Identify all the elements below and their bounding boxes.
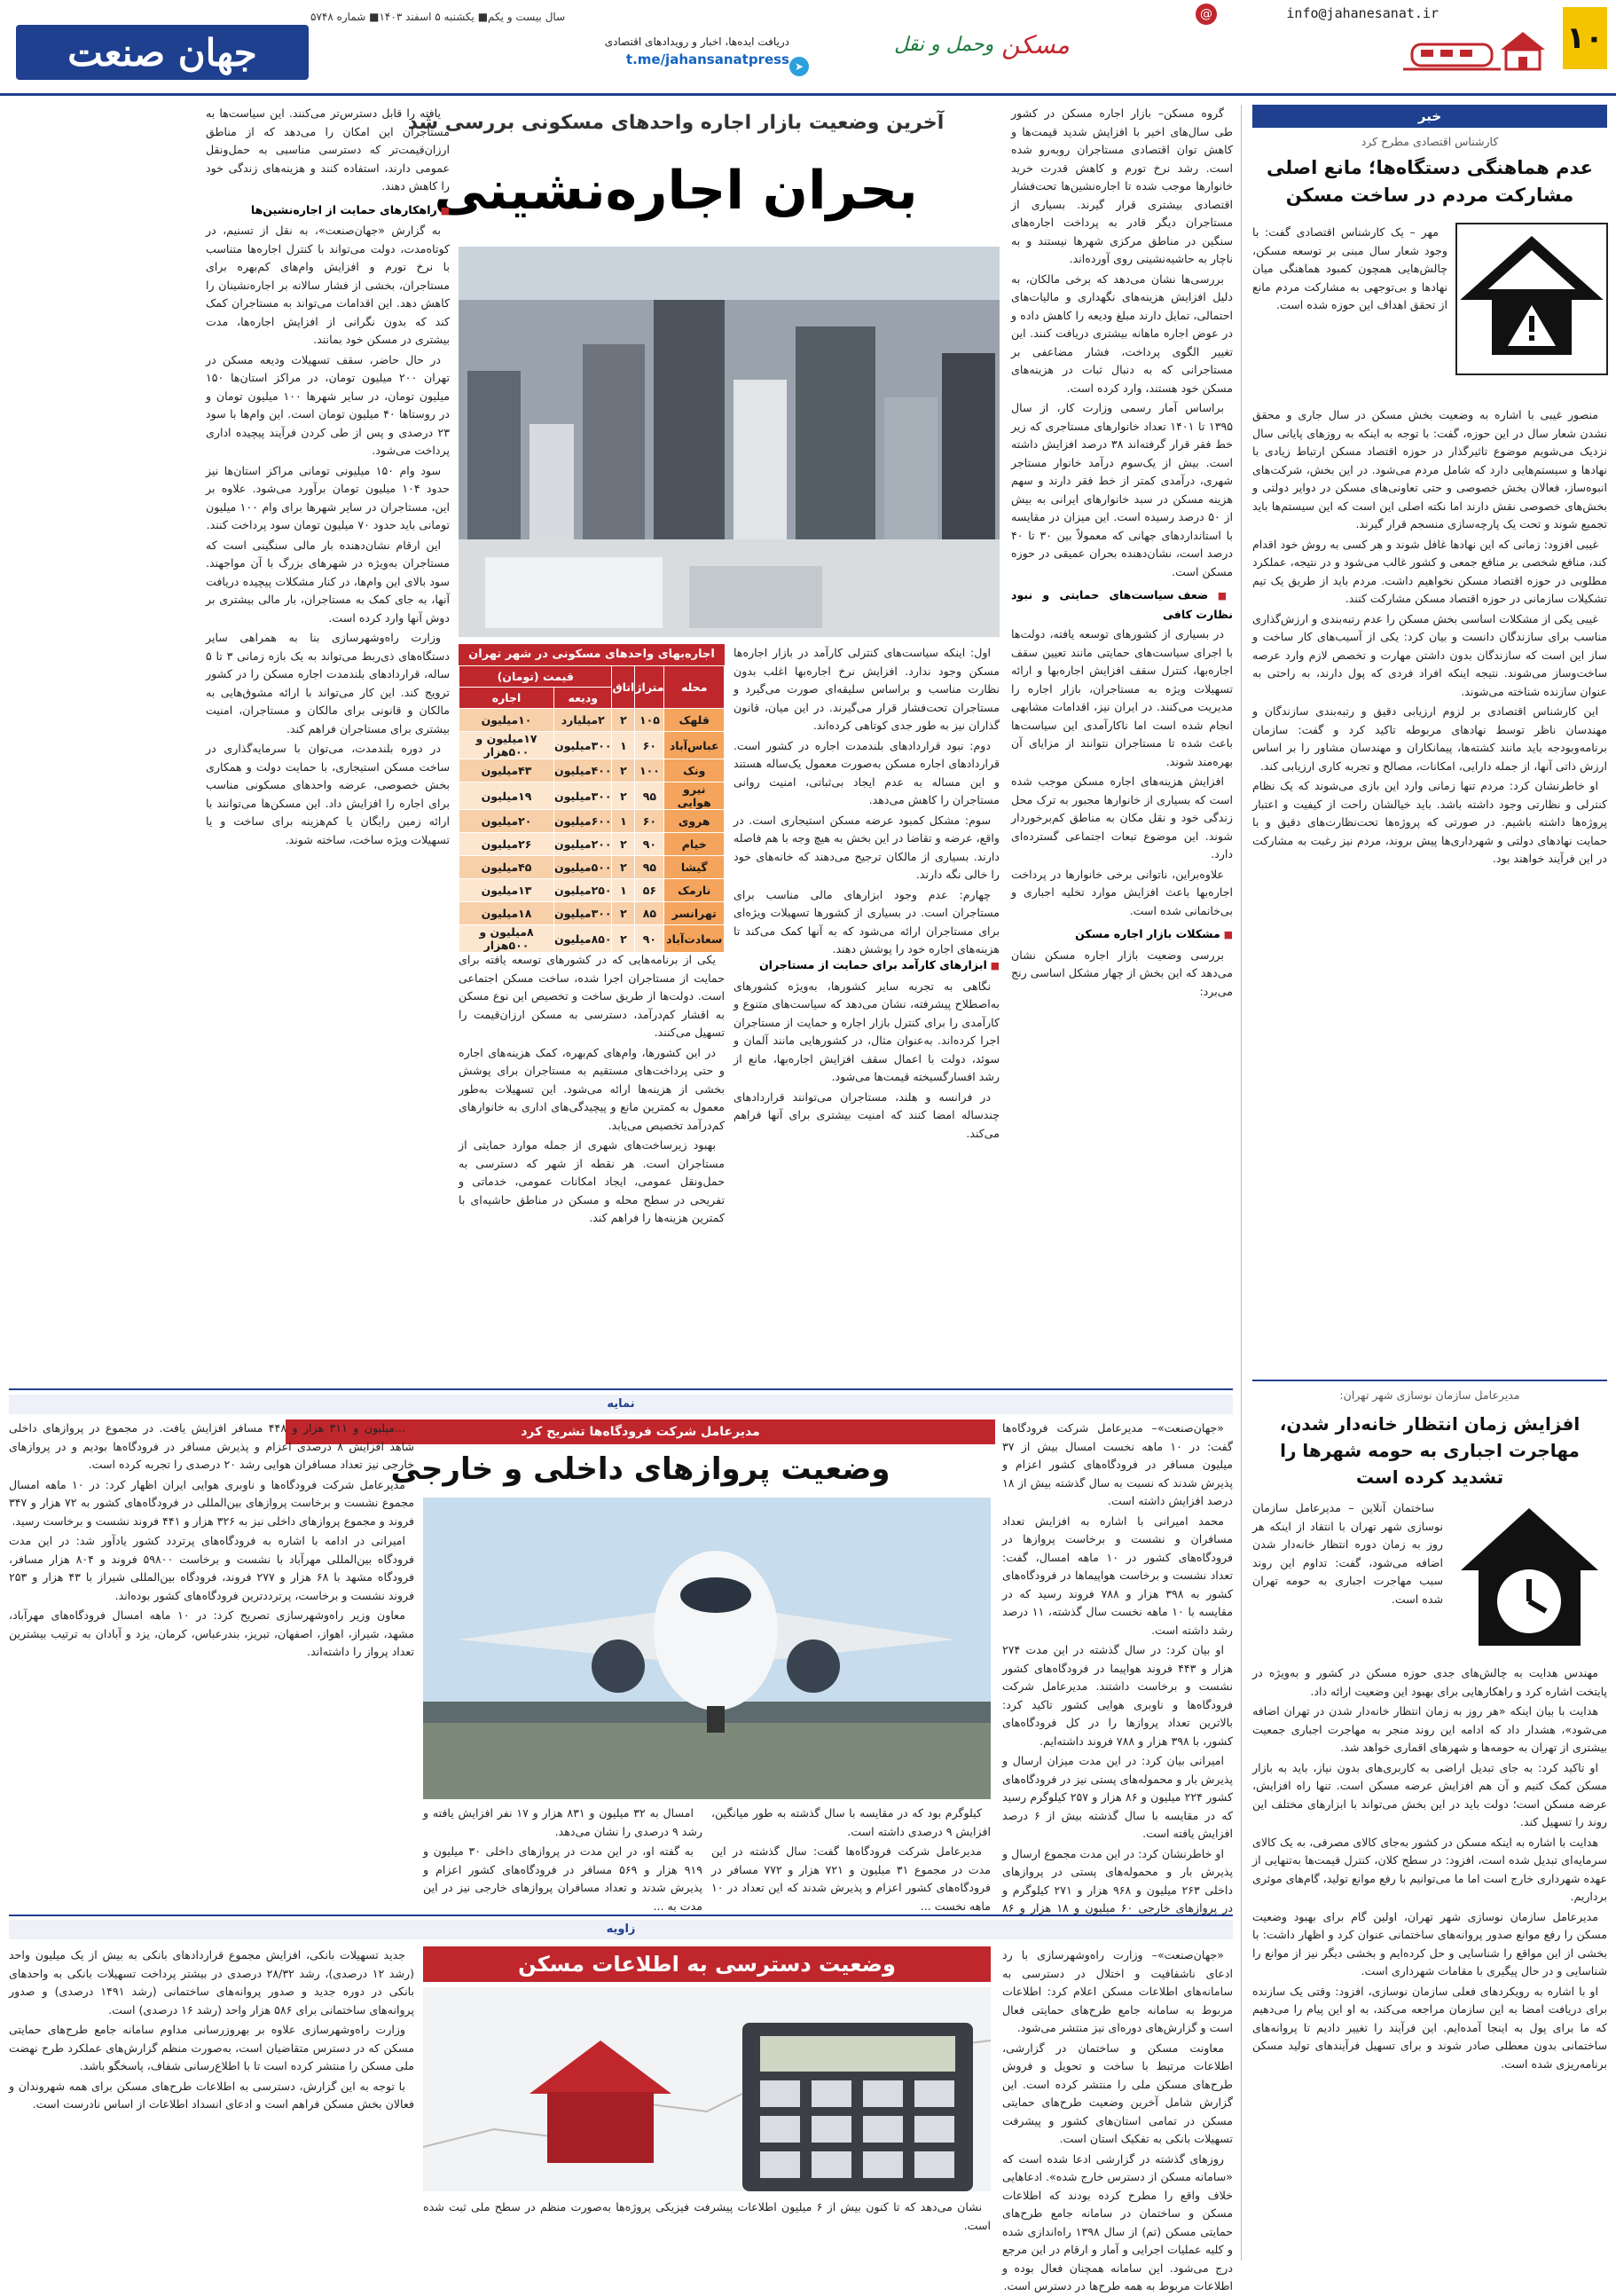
masthead: [0, 0, 1616, 96]
rent-cell-deposit: ۶۰۰میلیون: [554, 810, 612, 833]
lead-paragraph: در دوره بلندمدت، می‌توان با سرمایه‌گذاری در ساخت مسکن استیجاری، با حمایت دولت و همکاری بخش خصوصی، عرضه واحدهای مسکونی مناسب برای اجاره را افزایش داد. این مسکن‌ها می‌توانند با ارائه زمین رایگان یا کم‌هزینه برای ساخت و یا تسهیلات ویژه ساخت، ساخته شوند.: [206, 742, 450, 846]
house-clock-icon: [1452, 1499, 1607, 1655]
story2-paragraph: ساختمان آنلاین – مدیرعامل سازمان نوسازی شهر تهران با انتقاد از اینکه هر روز به زمان دوره انتظار خانه‌دار شدن اضافه می‌شود، گفت: تداوم این روند سبب مهاجرت اجباری به حومه تهران شده است.: [1252, 1501, 1443, 1606]
story1-paragraph: او خاطرنشان کرد: مردم تنها زمانی وارد این بازی می‌شوند که یک نظام کنترلی و نظارتی وجود داشته باشد. باید خیالشان راحت از کیفیت و اعتبار پروژه‌ها داشته باشیم. در صورتی که پروژه‌ها تحت‌نظارت‌های دقیق و با حمایت نهادهای دولتی و شهرداری‌ها پیش بروند، مردم نیز رغبت به مشارکت در این فرآیند خواهند بود.: [1252, 779, 1607, 865]
rent-table-row: [459, 810, 725, 833]
flights-col-mid2: [711, 1805, 991, 1913]
story1-kicker: کارشناس اقتصادی مطرح کرد: [1361, 135, 1499, 148]
lead-paragraph: سوم: مشکل کمبود عرضه مسکن استیجاری است. در واقع، عرضه و تقاضا در این بخش به هیچ وجه با هم فاصله دارند. بسیاری از مالکان ترجیح می‌دهند که خانه‌های خود را خالی نگه دارند.: [733, 813, 1000, 881]
rent-cell-area: عباس‌آباد: [664, 732, 725, 759]
section-title-a: مسکن: [1001, 29, 1070, 59]
lead-col2: [733, 644, 1000, 955]
rent-cell-rooms: ۲: [612, 902, 635, 925]
rent-table-row: [459, 902, 725, 925]
rent-cell-rooms: ۱: [612, 879, 635, 902]
col-header-price: قیمت (تومان): [459, 666, 612, 688]
rent-cell-deposit: ۵۰۰میلیون: [554, 856, 612, 879]
telegram-link[interactable]: t.me/jahansanatpress: [625, 51, 789, 67]
lead-col1: [1011, 105, 1233, 1160]
lead-kicker: آخرین وضعیت بازار اجاره واحدهای مسکونی بررسی شد: [407, 112, 945, 134]
flights-paragraph: مدیرعامل شرکت فرودگاه‌ها و ناوبری هوایی ایران اظهار کرد: در ۱۰ ماهه امسال مجموع نشست و برخاست پروازهای بین‌المللی در فرودگاه‌های کشور به ۷۲ هزار و ۳۴۷ فروند و مجموع پروازهای داخلی نیز به ۳۲۶ هزار و ۴۴۱ فروند نشست و برخاست رسید.: [9, 1477, 414, 1528]
lead-paragraph: در فرانسه و هلند، مستاجران می‌توانند قراردادهای چندساله امضا کنند که امنیت بیشتری برای آنها فراهم می‌کند.: [733, 1089, 1000, 1140]
lead-col4: [206, 105, 450, 1378]
rent-cell-size: ۸۵: [635, 902, 664, 925]
rent-table-body: [459, 709, 725, 953]
rent-cell-rooms: ۱: [612, 810, 635, 833]
col-header-rent: اجاره: [459, 688, 554, 709]
rent-cell-size: ۹۵: [635, 782, 664, 810]
lead-paragraph: بررسی‌ها نشان می‌دهد که برخی مالکان، به دلیل افزایش هزینه‌های نگهداری و مالیات‌های احتمالی، تمایل دارند مبلغ ودیعه را کاهش داده و در عوض اجاره ماهانه بیشتری دریافت کنند. این تغییر الگوی پرداخت، فشار مضاعفی بر مستاجرانی که به دنبال ثبات در هزینه‌های مسکن خود هستند، وارد کرده است.: [1011, 271, 1233, 395]
story2-paragraph: او با اشاره به رویکردهای فعلی سازمان نوسازی، افزود: وقتی یک سازنده برای دریافت امضا به این سازمان مراجعه می‌کند، به او این پیام را می‌دهیم که ما برای پول به اینجا آمده‌ایم. این فرآیند را تغییر دادیم تا پروانه‌های ساختمانی بدون معطلی صادر شوند و برای تسهیل فرآیندهای تولید مسکن برنامه‌ریزی شده است.: [1252, 1984, 1607, 2071]
rent-cell-size: ۱۰۵: [635, 709, 664, 732]
flights-col-mid: [423, 1805, 702, 1913]
flights-paragraph: محمد امیرانی با اشاره به افزایش تعداد مسافران و نشست و برخاست پروازها در فرودگاه‌های کشور در ۱۰ ماهه امسال، گفت: تعداد نشست و برخاست هواپیماها در فرودگاه‌های کشور به ۳۹۸ هزار و ۷۸۸ فروند رسید که در مقایسه با ۱۰ ماهه نخست سال گذشته، ۱۱ درصد رشد داشته است.: [1002, 1514, 1234, 1637]
email-icon: @: [1196, 4, 1217, 25]
lead-subheading: ■ مشکلات بازار اجاره مسکن: [1011, 925, 1233, 945]
lead-paragraph: در حال حاضر، سقف تسهیلات ودیعه مسکن در تهران ۲۰۰ میلیون تومان، در مراکز استان‌ها ۱۵۰ میلیون تومان، در سایر شهرها ۱۰۰ میلیون تومان و در روستاها ۴۰ میلیون تومان است. این وام‌ها با سود ۲۳ درصدی و پس از طی کردن فرآیند پیچیده اداری پرداخت می‌شود.: [206, 352, 450, 457]
lead-paragraph: یافته را قابل دسترس‌تر می‌کنند. این سیاست‌ها به مستاجران این امکان را می‌دهد که از مناطق ارزان‌قیمت‌تر که دسترسی مناسبی به حمل‌ونقل عمومی دارند، استفاده کنند و هزینه‌های زندگی خود را کاهش دهند.: [206, 106, 450, 193]
housing-col-mid: [423, 2198, 991, 2262]
story1-paragraph: غیبی افزود: زمانی که این نهادها غافل شوند و هر کسی به روش خود اقدام کند، منافع شخصی بر منافع جمعی و کشور غالب می‌شود و در نتیجه، عملکرد مطلوبی در حوزه اقتصاد مسکن نخواهیم داشت. مردم باید از طریق یک تیم تشکیلات سازمانی در حوزه اقتصاد مسکن مشارکت کنند.: [1252, 537, 1607, 605]
housing-paragraph: جدید تسهیلات بانکی، افزایش مجموع قراردادهای بانکی به بیش از یک میلیون واحد (رشد ۱۲ درصدی)، رشد ۲۸/۳۲ درصدی در بیشتر پرداخت تسهیلات بانکی به واحدهای بانکی در دوره جدید و صدور پروانه‌های ساختمانی (رشد ۱۴۹۱ درصدی) و صدور پروانه‌های ساختمانی برای ۵۸۶ هزار واحد (رشد ۱۶ درصدی) است.: [9, 1948, 415, 2017]
telegram-promo: [568, 35, 789, 67]
story2-headline: افزایش زمان انتظار خانه‌دار شدن، مهاجرت اجباری به حومه شهرها را تشدید کرده است: [1279, 1413, 1581, 1488]
lead-paragraph: بررسی وضعیت بازار اجاره مسکن نشان می‌دهد که این بخش از چهار مشکل اساسی رنج می‌برد:: [1011, 947, 1233, 998]
rent-cell-deposit: ۲۰۰میلیون: [554, 833, 612, 856]
airplane-photo: [423, 1498, 991, 1799]
lead-headline: بحران اجاره‌نشینی: [434, 160, 918, 222]
housing-paragraph: معاونت مسکن و ساختمان در گزارشی، اطلاعات مرتبط با ساخت و تحویل و فروش طرح‌های مسکن ملی را منتشر کرده است. این گزارش شامل آخرین وضعیت طرح‌های حمایتی مسکن در تمامی استان‌های کشور و پیشرفت تسهیلات بانکی به تفکیک استان است.: [1002, 2040, 1233, 2145]
col-header-deposit: ودیعه: [554, 688, 612, 709]
story2-body: [1252, 1664, 1607, 2259]
lead-paragraph: در بسیاری از کشورهای توسعه یافته، دولت‌ها با اجرای سیاست‌های حمایتی مانند تعیین سقف اجاره‌بها، کنترل سقف افزایش اجاره‌بها و ارائه تسهیلات ویژه به مستاجران، بازار اجاره را مدیریت می‌کنند. در ایران نیز، اقدامات مشابهی انجام شده است اما ناکارآمدی این سیاست‌ها باعث شده تا مستاجران نتوانند از مزایای آن بهره‌مند شوند.: [1011, 627, 1233, 768]
rent-cell-rooms: ۱: [612, 732, 635, 759]
rent-cell-area: ونک: [664, 759, 725, 782]
lead-paragraph: بهبود زیرساخت‌های شهری از جمله موارد حمایتی از مستاجران است. هر نقطه از شهر که دسترسی به حمل‌ونقل عمومی، ایجاد امکانات عمومی، خدماتی و تفریحی در سطح محله و مسکن در مناطق حاشیه‌ای با کمترین هزینه‌ها را فراهم کند.: [459, 1138, 725, 1224]
housing-paragraph: وزارت راه‌وشهرسازی علاوه بر بهروزرسانی مداوم سامانه جامع طرح‌های حمایتی مسکن که در دسترس متقاضیان است، به‌صورت منظم گزارش‌های عملکرد طرح نهضت ملی مسکن را منتشر کرده است تا با اطلاع‌رسانی شفاف، پاسخگو باشد.: [9, 2023, 414, 2072]
lead-subheading: ■ راهکارهای حمایت از اجاره‌نشین‌ها: [206, 201, 450, 221]
lead-subheading: ■ ابزارهای کارآمد برای حمایت از مستاجران: [733, 956, 1000, 976]
story2-paragraph: هدایت با اشاره به اینکه مسکن در کشور به‌جای کالای مصرفی، به یک کالای سرمایه‌ای تبدیل شده است، افزود: در سطح کلان، کنترل قیمت‌ها به‌تنهایی از عهده شهرداری خارج است اما ما می‌توانیم با رفع موانع تولید، گام‌های موثری برداریم.: [1252, 1835, 1607, 1903]
story2-paragraph: مهندس هدایت به چالش‌های جدی حوزه مسکن در کشور و به‌ویژه در پایتخت اشاره کرد و راهکارهایی برای بهبود این وضعیت ارائه داد.: [1252, 1666, 1607, 1698]
rent-cell-area: سعادت‌آباد: [664, 925, 725, 953]
flights-kicker: مدیرعامل شرکت فرودگاه‌ها تشریح کرد: [286, 1419, 995, 1444]
rent-table-caption: اجاره‌بهای واحدهای مسکونی در شهر تهران: [459, 644, 725, 665]
rent-cell-rooms: ۲: [612, 709, 635, 732]
rent-cell-deposit: ۳۰۰میلیون: [554, 732, 612, 759]
rent-cell-rooms: ۲: [612, 833, 635, 856]
lead-paragraph: سود وام ۱۵۰ میلیونی تومانی مراکز استان‌ها نیز حدود ۱۰۴ میلیون تومان برآورد می‌شود. علاوه بر این، مستاجران در سایر شهرها برای وام ۱۰۰ میلیون تومانی باید حدود ۷۰ میلیون تومان سود پرداخت کنند.: [206, 463, 450, 531]
divider: [1252, 1380, 1607, 1381]
tehran-skyline-photo: [459, 247, 1000, 637]
rent-cell-rent: ۱۹میلیون: [459, 782, 554, 810]
rent-table-row: [459, 759, 725, 782]
section-title-b: وحمل و نقل: [894, 33, 994, 56]
flights-paragraph: «جهان‌صنعت»– مدیرعامل شرکت فرودگاه‌ها گفت: در ۱۰ ماهه نخست امسال بیش از ۳۷ میلیون مسافر در فرودگاه‌های کشور اعزام و پذیرش شدند که نسبت به سال گذشته بیش از ۱۸ درصد افزایش داشته است.: [1002, 1421, 1233, 1507]
rent-cell-deposit: ۳۰۰میلیون: [554, 902, 612, 925]
rent-cell-area: نارمک: [664, 879, 725, 902]
rent-table-row: [459, 709, 725, 732]
story2-kicker: مدیرعامل سازمان نوسازی شهر تهران:: [1339, 1388, 1520, 1402]
telegram-icon: ➤: [789, 57, 809, 76]
housing-tag: زاویه: [9, 1920, 1233, 1939]
divider: [9, 1388, 1233, 1390]
rent-cell-rent: ۱۸میلیون: [459, 902, 554, 925]
lead-paragraph: دوم: نبود قراردادهای بلندمدت اجاره در کشور است. قراردادهای اجاره مسکن به‌صورت معمول یک‌ساله هستند و این مساله به عدم ایجاد بی‌ثباتی، امنیت روانی مستاجران را کاهش می‌دهد.: [733, 738, 1000, 806]
flights-paragraph: او خاطرنشان کرد: در این مدت مجموع ارسال و پذیرش بار و محموله‌های پستی در پروازهای داخلی ۲۶۳ میلیون و ۹۶۸ هزار و ۲۷۱ کیلوگرم و در پروازهای خارجی ۶۰ میلیون و ۱۸ هزار و ۸۶: [1002, 1846, 1233, 1915]
lead-paragraph: اول: اینکه سیاست‌های کنترلی کارآمد در بازار اجاره‌ها مسکن وجود ندارد. افزایش نرخ اجاره‌بها اغلب بدون نظارت مناسب و براساس سلیقه‌ای صورت می‌گیرد و مستاجران تحت‌فشار قرار می‌گیرند. در این میان، قانون گذاران نیز به طور جدی کوتاهی کرده‌اند.: [733, 646, 1000, 732]
rent-cell-rooms: ۲: [612, 782, 635, 810]
col-header-area: محله: [664, 666, 725, 709]
divider: [9, 1915, 1233, 1916]
section-logo: [880, 18, 1084, 71]
rent-cell-rooms: ۲: [612, 856, 635, 879]
story1-paragraph: این کارشناس اقتصادی بر لزوم ارزیابی دقیق و رتبه‌بندی سازندگان و مهندسان ناظر توسط نهادهای مربوطه تاکید کرد و گفت: سازمان برنامه‌وبودجه باید مانند کشته‌ها، پیمانکاران و مهندسان مشاور را بر اساس ارزش ذاتی آنها، از جمله دارایی، امکانات، مصالح و تجربه کاری ارزیابی کند.: [1252, 704, 1607, 773]
newspaper-logo: جهان صنعت: [16, 25, 309, 80]
lead-paragraph: نگاهی به تجربه سایر کشورها، به‌ویژه کشورهای به‌اصطلاح پیشرفته، نشان می‌دهد که سیاست‌های متنوع و کارآمدی را برای کنترل بازار اجاره و حمایت از مستاجران اجرا کرده‌اند. به‌عنوان مثال، در کشورهایی مانند آلمان و سوئد، دولت با اعمال سقف افزایش اجاره‌بها، مانع از رشد افسارگسیخته قیمت‌ها می‌شود.: [733, 979, 1000, 1083]
rent-cell-size: ۶۰: [635, 810, 664, 833]
col-header-size: متراژ: [635, 666, 664, 709]
rent-cell-deposit: ۲میلیارد: [554, 709, 612, 732]
housing-headline: وضعیت دسترسی به اطلاعات مسکن: [423, 1946, 991, 1982]
lead-paragraph: در این کشورها، وام‌های کم‌بهره، کمک هزینه‌های اجاره و حتی پرداخت‌های مستقیم به مستاجران برای پوشش بخشی از هزینه‌ها ارائه می‌شود. این تسهیلات به‌طور معمول به کمترین مانع و پیچیدگی‌های اداری به خانوارهای کم‌درآمد تخصیص می‌یابد.: [459, 1045, 725, 1132]
rent-cell-rent: ۲۰میلیون: [459, 810, 554, 833]
page-number: ۱۰: [1563, 7, 1607, 69]
lead-paragraph: این ارقام نشان‌دهنده بار مالی سنگینی است که مستاجران به‌ویژه در شهرهای بزرگ با آن مواجهند. سود بالای این وام‌ها، در کنار مشکلات پیچیده دریافت آنها، به جای کمک به مستاجران، بار مالی بیشتری بر دوش آنها وارد کرده است.: [206, 538, 450, 625]
rent-cell-area: تهرانسر: [664, 902, 725, 925]
lead-paragraph: براساس آمار رسمی وزارت کار، از سال ۱۳۹۵ تا ۱۴۰۱ تعداد خانوارهای مستاجری که زیر خط فقر قرار گرفته‌اند ۳۸ درصد افزایش داشته است. بیش از یک‌سوم درآمد خانوار مستاجر شهری، درآمدی کمتر از خط فقر دارند و سهم هزینه مسکن در سبد خانوارهای ایرانی به بیش از ۵۰ درصد رسیده است. این میزان در مقایسه با استانداردهای جهانی که معمولاً بین ۳۰ تا ۴۰ درصد است، نشان‌دهنده بحران عمیقی در حوزه مسکن است.: [1011, 401, 1233, 578]
rent-table-row: [459, 879, 725, 902]
rent-table-row: [459, 925, 725, 953]
rent-cell-rent: ۱۳میلیون: [459, 879, 554, 902]
rent-cell-size: ۹۵: [635, 856, 664, 879]
story1-intro: [1252, 224, 1447, 401]
rent-cell-rooms: ۲: [612, 925, 635, 953]
rent-table-row: [459, 856, 725, 879]
flights-paragraph: ...میلیون و ۳۱۱ هزار و ۴۴۸ مسافر افزایش یافت. در مجموع در پروازهای داخلی شاهد افزایش ۸ درصدی اعزام و پذیرش مسافر در فرودگاه‌ها بودیم و در پروازهای خارجی نیز تعداد مسافران هوایی رشد ۲۰ درصدی را تجربه کرده است.: [9, 1421, 414, 1471]
flights-paragraph: کیلوگرم بود که در مقایسه با سال گذشته به طور میانگین، افزایش ۹ درصدی داشته است.: [711, 1806, 991, 1838]
issue-info: سال بیست و یکم■ یکشنبه ۵ اسفند ۱۴۰۳■ شماره ۵۷۴۸: [310, 11, 566, 23]
rent-table-block: [459, 644, 725, 952]
story2-paragraph: مدیرعامل سازمان نوسازی شهر تهران، اولین گام برای بهبود وضعیت مسکن را رفع موانع صدور پروانه‌های ساختمانی عنوان کرد و اظهار داشت: با بخشی از این مواقع را شناسایی و حل کرده‌ایم و بخشی دیگر نیز از موانع را شناسایی و در حال پیگیری با مقامات شهرداری است.: [1252, 1909, 1607, 1978]
rent-table: [459, 665, 725, 953]
rent-cell-rent: ۸میلیون و ۵۰۰هزار: [459, 925, 554, 953]
lead-paragraph: وزارت راه‌وشهرسازی بنا به همراهی سایر دستگاه‌های ذی‌ربط می‌تواند به یک بازه زمانی ۳ تا ۵ ساله، قراردادهای بلندمدت اجاره مسکن را در کشور ترویج کند. این کار می‌تواند با ارائه مشوق‌هایی به مالکان و قانونی برای مالکان و مستاجران، امنیت بیشتری برای مستاجران فراهم کند.: [206, 631, 450, 735]
rent-table-row: [459, 833, 725, 856]
rent-cell-size: ۹۰: [635, 833, 664, 856]
rent-cell-area: هروی: [664, 810, 725, 833]
story2-paragraph: او تاکید کرد: به جای تبدیل اراضی به کاربری‌های بدون نیاز، باید به بازار مسکن کمک کنیم و آن هم افزایش عرضه مسکن است. تنها راه افزایش، عرضه مسکن است؛ دولت باید در این بخش می‌تواند با ابزارهای مختلف این روند را تسهیل کند.: [1252, 1760, 1607, 1828]
rent-cell-deposit: ۲۵۰میلیون: [554, 879, 612, 902]
rent-cell-deposit: ۴۰۰میلیون: [554, 759, 612, 782]
rent-cell-size: ۶۰: [635, 732, 664, 759]
story2-intro: [1252, 1499, 1443, 1659]
rent-cell-deposit: ۸۵۰میلیون: [554, 925, 612, 953]
rent-table-row: [459, 782, 725, 810]
rent-cell-rent: ۲۶میلیون: [459, 833, 554, 856]
rent-cell-rent: ۴۵میلیون: [459, 856, 554, 879]
rent-cell-area: قلهک: [664, 709, 725, 732]
story2-paragraph: هدایت با بیان اینکه «هر روز به زمان انتظار خانه‌دار شدن در تهران اضافه می‌شود»، هشدار داد که ادامه این روند منجر به مهاجرت اجباری جمعیت بیشتری از تهران به حومه‌ها و شهرهای اقماری خواهد شد.: [1252, 1704, 1607, 1754]
lead-paragraph: افزایش هزینه‌های اجاره مسکن موجب شده است که بسیاری از خانوارها مجبور به ترک محل زندگی خود و نقل مکان به مناطق کم‌برخوردار شوند. این موضوع تبعات اجتماعی گسترده‌ای دارد.: [1011, 775, 1233, 861]
house-train-icon: [1332, 23, 1545, 73]
rent-cell-size: ۹۰: [635, 925, 664, 953]
lead-paragraph: چهارم: عدم وجود ابزارهای مالی مناسب برای مستاجران است. در بسیاری از کشورها تسهیلات ویژه‌ای برای مستاجران ارائه می‌شود که به آنها کمک می‌کند تا هزینه‌های اجاره خود را پوشش دهند.: [733, 887, 1000, 955]
lead-paragraph: علاوه‌براین، ناتوانی برخی خانوارها در پرداخت اجاره‌بها باعث افزایش موارد تخلیه اجباری و بی‌خانمانی شده است.: [1011, 867, 1233, 917]
rent-cell-rent: ۱۷میلیون و ۵۰۰هزار: [459, 732, 554, 759]
housing-paragraph: روزهای گذشته در گزارشی ادعا شده است که «سامانه مسکن از دسترس خارج شده». ادعاهایی خلاف واقع را مطرح کرده بودند که اطلاعات مسکن و ساختمان در سامانه جامع طرح‌های حمایتی مسکن (تم) از سال ۱۳۹۸ راه‌اندازی شده و کلیه عملیات اجرایی و آمار و ارقام در این مرجع درج می‌شود. این سامانه همچنان فعال بوده و اطلاعات مربوط به همه طرح‌ها در دسترس است.: [1002, 2151, 1234, 2292]
housing-col-right: [1002, 1946, 1234, 2292]
rent-table-row: [459, 732, 725, 759]
col-header-rooms: اتاق: [612, 666, 635, 709]
rent-cell-rent: ۱۰میلیون: [459, 709, 554, 732]
rent-cell-size: ۵۶: [635, 879, 664, 902]
email-address[interactable]: info@jahanesanat.ir: [1286, 5, 1439, 21]
rent-cell-area: نیرو هوایی: [664, 782, 725, 810]
section-tag: خبر: [1252, 105, 1607, 128]
rent-cell-rent: ۴۳میلیون: [459, 759, 554, 782]
column-divider: [1241, 105, 1242, 2261]
flights-col-right: [1002, 1419, 1234, 1915]
lead-col3: [459, 951, 725, 1377]
lead-paragraph: به گزارش «جهان‌صنعت»، به نقل از تسنیم، در کوتاه‌مدت، دولت می‌تواند با کنترل اجاره‌ها متناسب با نرخ تورم و افزایش وام‌های کم‌بهره برای مستاجران، بخشی از فشار سالانه بر اجاره‌نشینان را کاهش دهد. این اقدامات می‌تواند به مستاجران کمک کند که بدون نگرانی از افزایش اجاره‌ها، مدت بیشتری در مسکن خود بمانند.: [206, 224, 450, 346]
flights-paragraph: به گفته او، در این مدت در پروازهای داخلی ۳۰ میلیون و ۹۱۹ هزار و ۵۶۹ مسافر در فرودگاه‌های کشور اعزام و پذیرش شدند و تعداد مسافران پروازهای خارجی نیز در این مدت به ...: [423, 1844, 702, 1913]
lead-paragraph: یکی از برنامه‌هایی که در کشورهای توسعه یافته برای حمایت از مستاجران اجرا شده، ساخت مسکن اجتماعی است. دولت‌ها از طریق ساخت و تخصیص این نوع مسکن به اقشار کم‌درآمد، دسترسی به مسکن ارزان‌قیمت را تسهیل می‌کنند.: [459, 953, 725, 1039]
housing-paragraph: «جهان‌صنعت»– وزارت راه‌وشهرسازی با رد ادعای ناشفافیت و اختلال در دسترسی به سامانه‌های اطلاعات مسکن اعلام کرد: اطلاعات مربوط به سامانه جامع طرح‌های حمایتی فعال است و گزارش‌های دوره‌ای نیز منتشر می‌شود.: [1002, 1948, 1233, 2034]
rent-cell-rooms: ۲: [612, 759, 635, 782]
flights-paragraph: او بیان کرد: در سال گذشته در این مدت ۲۷۴ هزار و ۴۴۳ فروند هواپیما در فرودگاه‌های کشور نشست و برخاست داشتند. مدیرعامل شرکت فرودگاه‌ها و ناوبری هوایی کشور تاکید کرد: بالاترین تعداد پروازها را در کل فرودگاه‌های کشور، با ۳۹۸ هزار و ۷۸۸ فروند داشته‌ایم.: [1002, 1643, 1233, 1748]
lead-subheading: ■ ضعف سیاست‌های حمایتی و نبود نظارت کافی: [1011, 586, 1233, 624]
flights-tag: نمایه: [9, 1395, 1233, 1414]
telegram-caption: دریافت ایده‌ها، اخبار و رویدادهای اقتصادی: [604, 35, 789, 48]
story1-paragraph: غیبی یکی از مشکلات اساسی بخش مسکن را عدم رتبه‌بندی و ارزش‌گذاری مناسب برای سازندگان دانست و بیان کرد: یکی از آسیب‌های کار ساخت و ساز این است که سازندگان بدون داشتن مهارت و تخصص لازم وارد عرصه ساخت‌وساز می‌شوند. نتیجه اینکه افراد فردی که پول دارند، به راحتی به عنوان سازنده شناخته می‌شوند.: [1252, 611, 1607, 698]
rent-cell-deposit: ۳۰۰میلیون: [554, 782, 612, 810]
flights-headline: وضعیت پروازهای داخلی و خارجی: [390, 1451, 890, 1487]
flights-paragraph: امسال به ۳۲ میلیون و ۸۳۱ هزار و ۱۷ نفر افزایش یافته و رشد ۹ درصدی را نشان می‌دهد.: [423, 1806, 702, 1838]
rent-cell-area: خیام: [664, 833, 725, 856]
rent-cell-size: ۱۰۰: [635, 759, 664, 782]
housing-col-left: [9, 1946, 414, 2262]
flights-paragraph: امیرانی در ادامه با اشاره به فرودگاه‌های پرتردد کشور یادآور شد: در این مدت فرودگاه بین‌المللی مهرآباد با نشست و برخاست ۵۹۸۰۰ فروند و ۸۰۴ هزار مسافر، فرودگاه مشهد با ۶۸ هزار و ۲۷۷ فروند، فرودگاه بین‌المللی شیراز با ۴۳ هزار و ۲۵۳ فروند نشست و برخاست، پرترددترین فرودگاه‌های کشور بوده‌اند.: [9, 1534, 414, 1602]
flights-paragraph: امیرانی بیان کرد: در این مدت میزان ارسال و پذیرش بار و محموله‌های پستی نیز در فرودگاه‌های کشور ۲۲۴ میلیون و ۸۶ هزار و ۲۵۷ کیلوگرم رسید که در مقایسه با سال گذشته بیش از ۶ درصد افزایش یافته است.: [1002, 1754, 1233, 1840]
story1-headline: عدم هماهنگی دستگاه‌ها؛ مانع اصلی مشارکت مردم در ساخت مسکن: [1267, 157, 1593, 206]
flights-col-left: [9, 1419, 414, 1907]
lead-col5: [9, 105, 197, 1378]
flights-paragraph: مدیرعامل شرکت فرودگاه‌ها گفت: سال گذشته در این مدت در مجموع ۳۱ میلیون و ۷۲۱ هزار و ۷۷۲ مسافر در فرودگاه‌های کشور اعزام و پذیرش شدند که این تعداد در ۱۰ ماهه نخست ...: [711, 1844, 991, 1913]
lead-paragraph: گروه مسکن– بازار اجاره مسکن در کشور طی سال‌های اخیر با افزایش شدید قیمت‌ها و کاهش توان اقتصادی مستاجران روبه‌رو شده است. رشد نرخ تورم و کاهش قدرت خرید خانوارها موجب شده تا اجاره‌نشین‌ها تحت‌فشار اقتصادی بیشتری قرار گیرند. بسیاری از مستاجران دیگر قادر به پرداخت اجاره‌های سنگین در مناطق مرکزی شهرها نیستند و به ناچار به حاشیه‌نشینی روی آورده‌اند.: [1011, 106, 1233, 265]
housing-paragraph: با توجه به این گزارش، دسترسی به اطلاعات طرح‌های مسکن برای همه شهروندان و فعالان بخش مسکن فراهم است و ادعای انسداد اطلاعات از اساس نادرست است.: [9, 2079, 414, 2111]
flights-paragraph: معاون وزیر راه‌وشهرسازی تصریح کرد: در ۱۰ ماهه امسال فرودگاه‌های مهرآباد، مشهد، شیراز، اهواز، اصفهان، تبریز، بندرعباس، کرمان، یزد و آبادان به ترتیب بیشترین تعداد پرواز را داشته‌اند.: [9, 1608, 414, 1658]
house-calculator-photo: [423, 1987, 991, 2191]
housing-paragraph: نشان می‌دهد که تا کنون بیش از ۶ میلیون اطلاعات پیشرفت فیزیکی پروژه‌ها به‌صورت منظم در سطح ملی ثبت شده است.: [423, 2200, 991, 2232]
story1-paragraph: منصور غیبی با اشاره به وضعیت بخش مسکن در سال جاری و محقق نشدن شعار سال در این حوزه، گفت: با توجه به اینکه به روزهای پایانی سال نزدیک می‌شویم موضوع تاثیرگذار در حوزه اقتصاد مسکن ارتباط زیادی با نهادها و سیستم‌هایی دارد که شامل مردم می‌شود. در این بخش، شرکت‌های انبوه‌ساز، فعالان بخش خصوصی و حتی تعاونی‌های مسکن در دوایر دولتی و بخش‌های خصوصی نقش دارند اما نکته اصلی این است که این سیستم‌ها باید تجمیع شوند و تحت یک پارچه‌سازی منسجم قرار گیرند.: [1252, 408, 1607, 531]
story1-paragraph: مهر – یک کارشناس اقتصادی گفت: با وجود شعار سال مبنی بر توسعه مسکن، چالش‌هایی همچون کمبود هماهنگی میان نهادها و بی‌توجهی به مشارکت مردم مانع از تحقق اهداف این حوزه شده است.: [1252, 225, 1447, 311]
story1-body: [1252, 406, 1607, 1364]
warning-house-icon: [1456, 224, 1607, 374]
rent-cell-area: گیشا: [664, 856, 725, 879]
lead-col2b: [733, 951, 1000, 1377]
